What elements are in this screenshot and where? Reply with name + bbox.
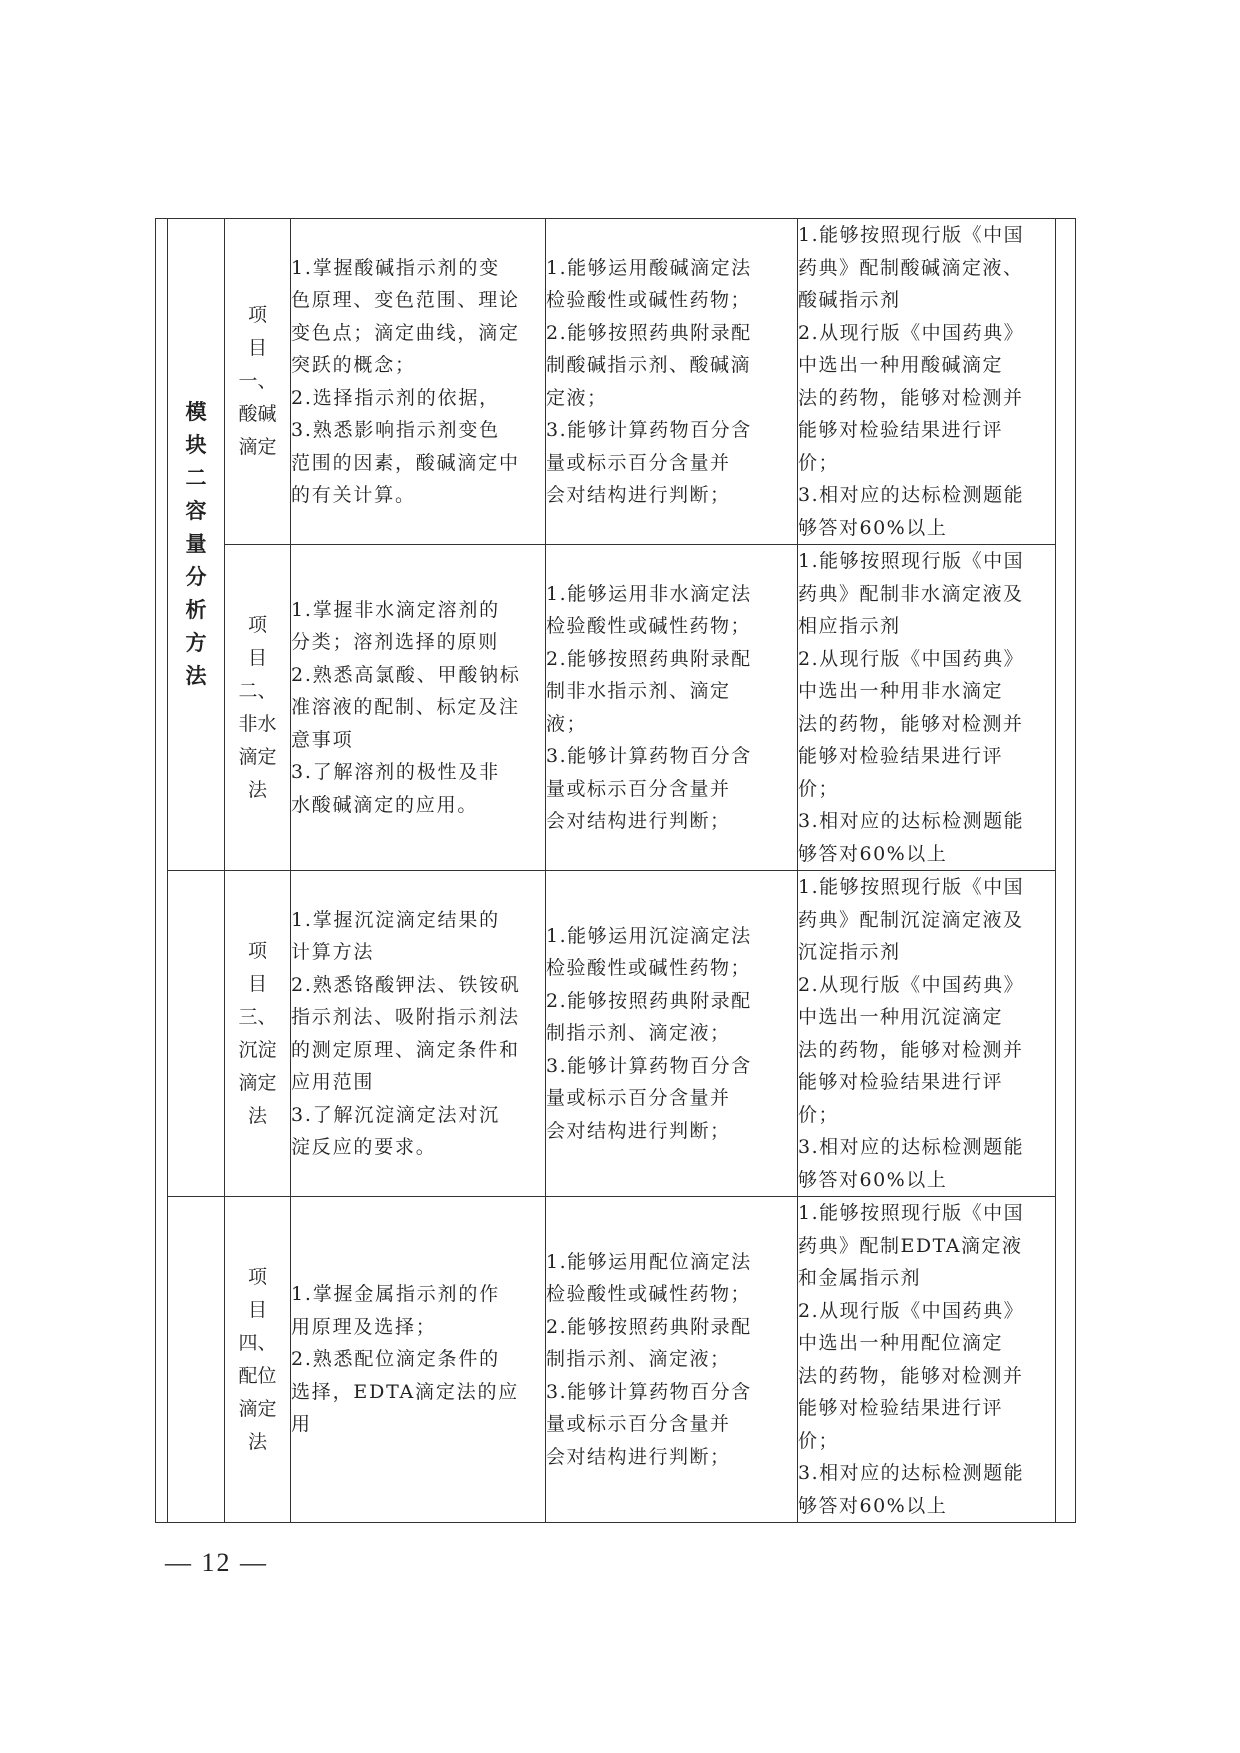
text-line: 目 xyxy=(247,972,267,995)
text-line: 目 xyxy=(247,1298,267,1321)
text-line: 2.从现行版《中国药典》 xyxy=(798,1299,1025,1322)
text-line: 3.熟悉影响指示剂变色 xyxy=(291,419,500,441)
text-line: 项 xyxy=(247,1265,267,1288)
module-title-char: 模 xyxy=(185,400,207,424)
knowledge-cell xyxy=(291,871,546,1197)
text-line: 1.能够按照现行版《中国 xyxy=(798,550,1025,572)
text-line: 中选出一种用沉淀滴定 xyxy=(798,1006,1004,1028)
text-line: 用 xyxy=(291,1413,312,1436)
text-line: 法 xyxy=(247,778,267,801)
text-line: 沉淀指示剂 xyxy=(798,941,901,963)
text-line: 范围的因素，酸碱滴定中 xyxy=(291,451,520,474)
text-line: 1.能够运用沉淀滴定法 xyxy=(546,924,752,947)
skills-text xyxy=(546,920,797,1148)
text-line: 1.能够运用酸碱滴定法 xyxy=(546,256,752,279)
text-line: 中选出一种用非水滴定 xyxy=(798,680,1004,702)
text-line: 价； xyxy=(798,777,840,800)
text-line: 中选出一种用配位滴定 xyxy=(798,1332,1004,1354)
text-line: 1.掌握沉淀滴定结果的 xyxy=(291,908,500,931)
text-line: 项 xyxy=(247,613,267,636)
knowledge-text xyxy=(291,904,545,1164)
text-line: 量或标示百分含量并 xyxy=(546,1087,731,1110)
assessment-cell xyxy=(798,1197,1056,1523)
text-line: 2.从现行版《中国药典》 xyxy=(798,321,1025,344)
text-line: 量或标示百分含量并 xyxy=(546,1413,731,1436)
text-line: 滴定 xyxy=(238,436,277,458)
knowledge-cell xyxy=(291,545,546,871)
text-line: 3.相对应的达标检测题能 xyxy=(798,484,1025,506)
text-line: 制指示剂、滴定液； xyxy=(546,1022,731,1045)
text-line: 相应指示剂 xyxy=(798,615,901,637)
text-line: 变色点；滴定曲线，滴定 xyxy=(291,321,520,344)
text-line: 能够对检验结果进行评 xyxy=(798,419,1004,441)
text-line: 3.相对应的达标检测题能 xyxy=(798,1136,1025,1158)
knowledge-text xyxy=(291,594,545,822)
text-line: 2.熟悉高氯酸、甲酸钠标 xyxy=(291,663,521,686)
project-name xyxy=(225,609,290,807)
text-line: 2.从现行版《中国药典》 xyxy=(798,973,1025,996)
text-line: 1.能够按照现行版《中国 xyxy=(798,224,1025,246)
module-title-char: 法 xyxy=(185,664,207,688)
text-line: 会对结构进行判断； xyxy=(546,810,731,832)
text-line: 3.能够计算药物百分含 xyxy=(546,745,752,767)
knowledge-cell xyxy=(291,1197,546,1523)
text-line: 制酸碱指示剂、酸碱滴 xyxy=(546,354,752,376)
text-line: 量或标示百分含量并 xyxy=(546,777,731,800)
project-name-cell xyxy=(225,545,291,871)
assessment-cell xyxy=(798,545,1056,871)
text-line: 够答对60%以上 xyxy=(798,516,948,539)
text-line: 能够对检验结果进行评 xyxy=(798,1071,1004,1093)
skills-cell xyxy=(546,871,798,1197)
text-line: 会对结构进行判断； xyxy=(546,484,731,506)
module-title-char: 容 xyxy=(185,499,207,523)
text-line: 3.了解溶剂的极性及非 xyxy=(291,761,500,784)
module-title-char: 分 xyxy=(185,565,207,589)
text-line: 1.掌握酸碱指示剂的变 xyxy=(291,256,500,279)
assessment-cell xyxy=(798,871,1056,1197)
project-name-cell xyxy=(225,1197,291,1523)
text-line: 3.能够计算药物百分含 xyxy=(546,419,752,441)
module-cell xyxy=(168,219,225,871)
knowledge-cell xyxy=(291,219,546,545)
text-line: 会对结构进行判断； xyxy=(546,1119,731,1142)
text-line: 法的药物，能够对检测并 xyxy=(798,386,1024,409)
text-line: 酸碱 xyxy=(238,403,277,425)
text-line: 滴定 xyxy=(238,1071,277,1094)
text-line: 准溶液的配制、标定及注 xyxy=(291,696,520,719)
text-line: 定液； xyxy=(546,386,608,409)
text-line: 检验酸性或碱性药物； xyxy=(546,957,752,980)
text-line: 3.了解沉淀滴定法对沉 xyxy=(291,1103,500,1126)
text-line: 够答对60%以上 xyxy=(798,842,948,865)
assessment-text xyxy=(798,871,1055,1196)
text-line: 水酸碱滴定的应用。 xyxy=(291,793,479,816)
text-line: 法 xyxy=(247,1430,267,1453)
module-cell-empty xyxy=(168,1197,225,1523)
text-line: 法的药物，能够对检测并 xyxy=(798,1364,1024,1387)
module-title-char: 量 xyxy=(185,532,207,556)
module-title-char: 二 xyxy=(185,466,207,490)
text-line: 用原理及选择； xyxy=(291,1315,437,1338)
text-line: 够答对60%以上 xyxy=(798,1168,948,1191)
text-line: 三、 xyxy=(238,1005,277,1028)
text-line: 选择，EDTA滴定法的应 xyxy=(291,1380,520,1403)
project-name xyxy=(225,299,290,464)
text-line: 突跃的概念； xyxy=(291,354,416,376)
text-line: 1.能够按照现行版《中国 xyxy=(798,1202,1025,1224)
text-line: 一、 xyxy=(238,370,277,392)
text-line: 2.能够按照药典附录配 xyxy=(546,647,752,670)
text-line: 色原理、变色范围、理论 xyxy=(291,289,520,311)
text-line: 能够对检验结果进行评 xyxy=(798,745,1004,767)
text-line: 2.能够按照药典附录配 xyxy=(546,1315,752,1338)
text-line: 1.掌握非水滴定溶剂的 xyxy=(291,598,500,621)
left-margin-column xyxy=(156,219,168,1523)
text-line: 3.相对应的达标检测题能 xyxy=(798,810,1025,832)
knowledge-text xyxy=(291,252,545,512)
text-line: 检验酸性或碱性药物； xyxy=(546,615,752,637)
text-line: 会对结构进行判断； xyxy=(546,1445,731,1468)
table-row-project-3 xyxy=(156,871,1076,1197)
skills-text xyxy=(546,252,797,512)
text-line: 2.选择指示剂的依据， xyxy=(291,386,500,409)
module-title-char: 块 xyxy=(185,433,207,457)
assessment-cell xyxy=(798,219,1056,545)
assessment-text xyxy=(798,219,1055,544)
module-title-char: 析 xyxy=(185,598,207,622)
text-line: 1.能够运用非水滴定法 xyxy=(546,582,752,605)
text-line: 意事项 xyxy=(291,728,354,751)
text-line: 制非水指示剂、滴定 xyxy=(546,680,731,702)
text-line: 量或标示百分含量并 xyxy=(546,451,731,474)
assessment-text xyxy=(798,545,1055,870)
text-line: 淀反应的要求。 xyxy=(291,1136,437,1158)
text-line: 2.能够按照药典附录配 xyxy=(546,989,752,1012)
text-line: 非水 xyxy=(238,712,277,735)
text-line: 计算方法 xyxy=(291,941,375,963)
text-line: 液； xyxy=(546,712,588,735)
text-line: 药典》配制非水滴定液及 xyxy=(798,582,1024,605)
skills-cell xyxy=(546,545,798,871)
text-line: 2.熟悉铬酸钾法、铁铵矾 xyxy=(291,973,521,996)
text-line: 目 xyxy=(247,337,267,359)
text-line: 中选出一种用酸碱滴定 xyxy=(798,354,1004,376)
text-line: 项 xyxy=(247,304,267,326)
skills-cell xyxy=(546,219,798,545)
text-line: 和金属指示剂 xyxy=(798,1267,922,1289)
text-line: 价； xyxy=(798,1429,840,1452)
skills-text xyxy=(546,578,797,838)
table-row-project-4 xyxy=(156,1197,1076,1523)
text-line: 目 xyxy=(247,646,267,669)
text-line: 应用范围 xyxy=(291,1071,375,1093)
text-line: 配位 xyxy=(238,1364,277,1387)
text-line: 法的药物，能够对检测并 xyxy=(798,1038,1024,1061)
text-line: 项 xyxy=(247,939,267,962)
text-line: 3.能够计算药物百分含 xyxy=(546,1380,752,1403)
text-line: 制指示剂、滴定液； xyxy=(546,1348,731,1371)
text-line: 3.相对应的达标检测题能 xyxy=(798,1462,1025,1484)
text-line: 价； xyxy=(798,451,840,474)
right-margin-column xyxy=(1056,219,1076,1523)
text-line: 2.熟悉配位滴定条件的 xyxy=(291,1348,500,1371)
curriculum-table xyxy=(155,218,1076,1523)
text-line: 1.掌握金属指示剂的作 xyxy=(291,1283,500,1306)
text-line: 2.从现行版《中国药典》 xyxy=(798,647,1025,670)
text-line: 二、 xyxy=(238,679,277,702)
project-name xyxy=(225,1261,290,1459)
text-line: 1.能够按照现行版《中国 xyxy=(798,876,1025,898)
text-line: 滴定 xyxy=(238,1397,277,1420)
project-name-cell xyxy=(225,219,291,545)
text-line: 药典》配制沉淀滴定液及 xyxy=(798,908,1024,931)
text-line: 分类；溶剂选择的原则 xyxy=(291,631,500,654)
text-line: 药典》配制EDTA滴定液 xyxy=(798,1234,1023,1257)
text-line: 四、 xyxy=(238,1331,277,1354)
text-line: 指示剂法、吸附指示剂法 xyxy=(291,1006,520,1028)
project-name-cell xyxy=(225,871,291,1197)
text-line: 法 xyxy=(247,1104,267,1127)
project-name xyxy=(225,935,290,1133)
knowledge-text xyxy=(291,1278,545,1441)
text-line: 检验酸性或碱性药物； xyxy=(546,289,752,311)
text-line: 够答对60%以上 xyxy=(798,1494,948,1517)
text-line: 酸碱指示剂 xyxy=(798,289,901,311)
text-line: 2.能够按照药典附录配 xyxy=(546,321,752,344)
text-line: 价； xyxy=(798,1103,840,1126)
page-number: — 12 — xyxy=(165,1548,268,1577)
text-line: 的测定原理、滴定条件和 xyxy=(291,1038,520,1061)
module-title xyxy=(168,396,224,693)
text-line: 药典》配制酸碱滴定液、 xyxy=(798,256,1024,279)
module-title-char: 方 xyxy=(185,631,207,655)
text-line: 3.能够计算药物百分含 xyxy=(546,1054,752,1077)
text-line: 1.能够运用配位滴定法 xyxy=(546,1250,752,1273)
assessment-text xyxy=(798,1197,1055,1522)
module-cell-empty xyxy=(168,871,225,1197)
text-line: 的有关计算。 xyxy=(291,484,416,506)
skills-cell xyxy=(546,1197,798,1523)
text-line: 能够对检验结果进行评 xyxy=(798,1397,1004,1419)
text-line: 沉淀 xyxy=(238,1038,277,1061)
text-line: 法的药物，能够对检测并 xyxy=(798,712,1024,735)
skills-text xyxy=(546,1246,797,1474)
table-row-project-2 xyxy=(156,545,1076,871)
table-row-project-1 xyxy=(156,219,1076,545)
text-line: 滴定 xyxy=(238,745,277,768)
text-line: 检验酸性或碱性药物； xyxy=(546,1283,752,1306)
